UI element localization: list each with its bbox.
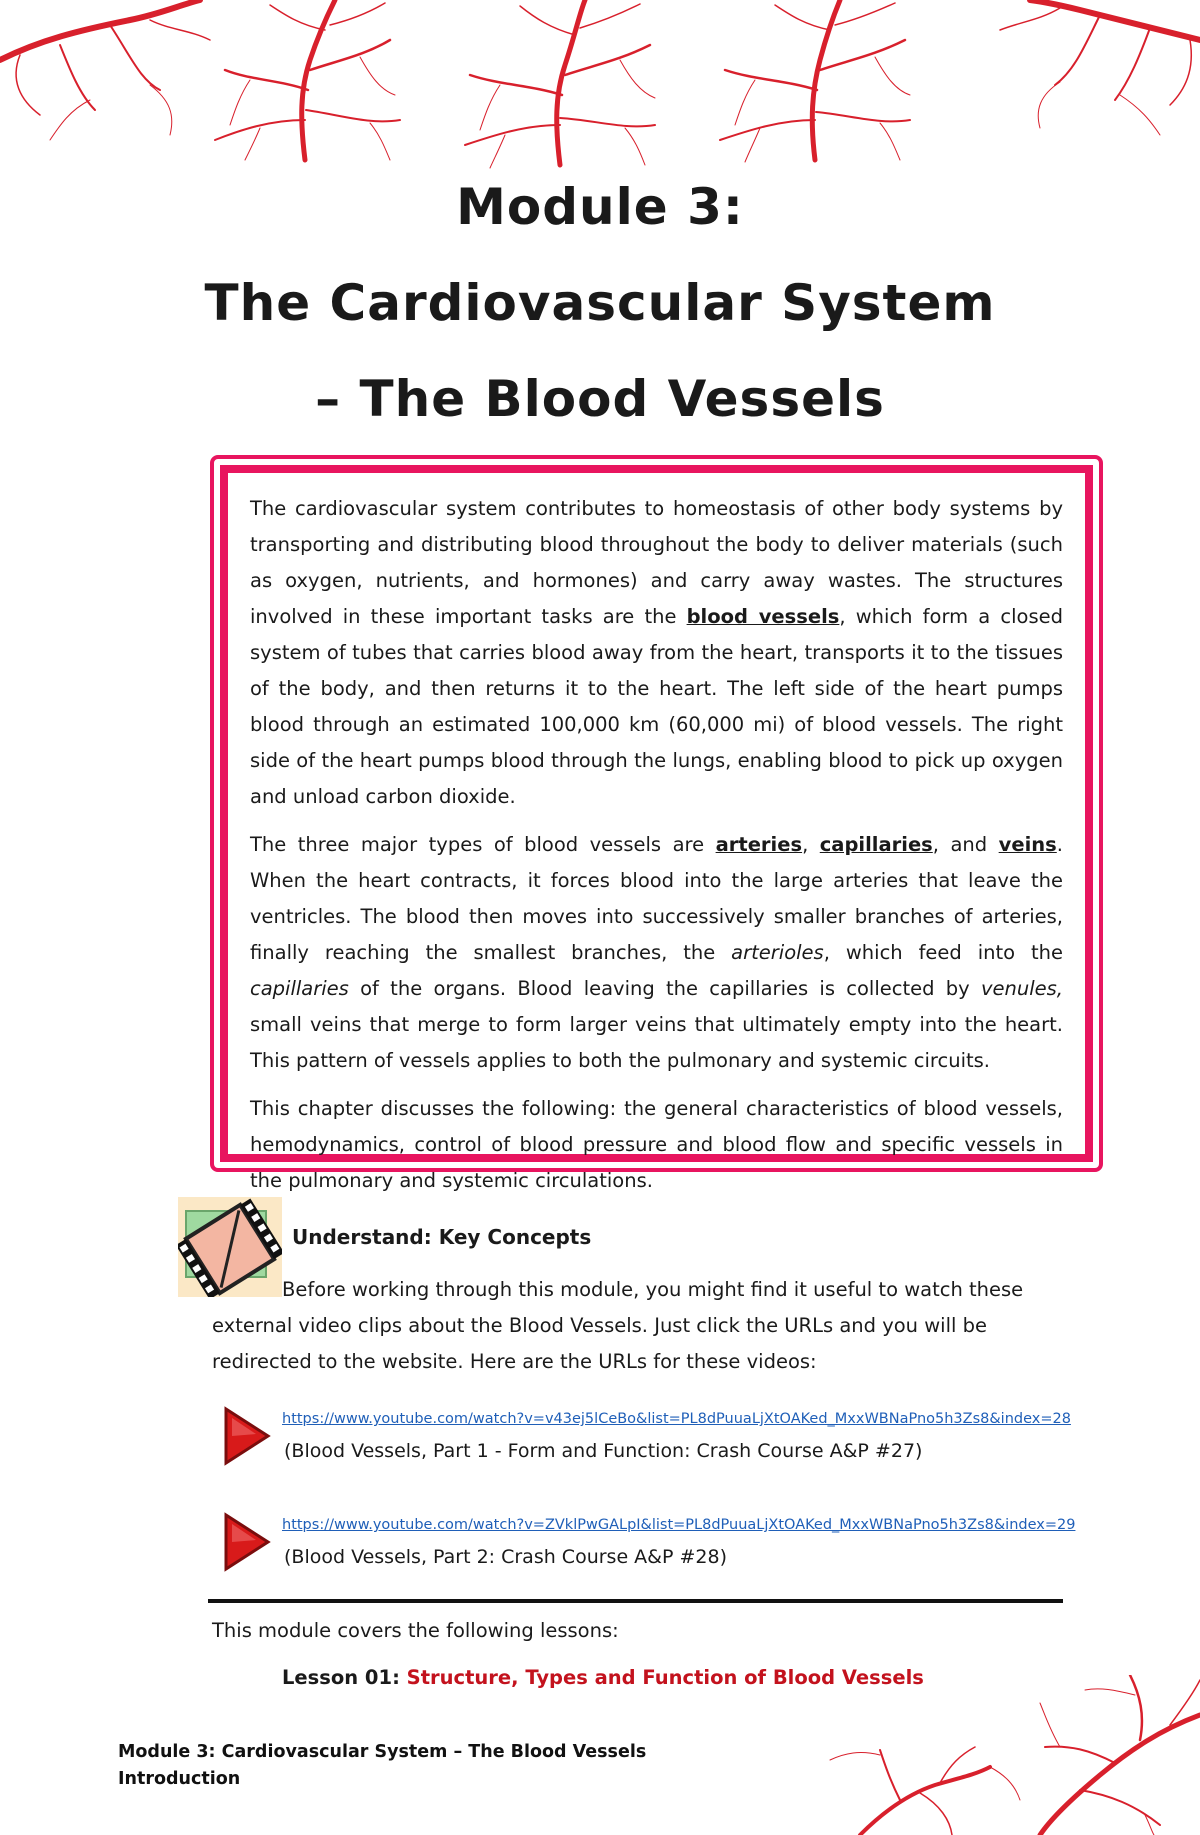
footer-module-line: Module 3: Cardiovascular System – The Blood Vessels — [118, 1742, 647, 1762]
lesson-title[interactable]: Structure, Types and Function of Blood Vessels — [406, 1666, 924, 1689]
keyword-blood-vessels: blood vessels — [686, 605, 840, 628]
lesson-label: Lesson 01: — [282, 1666, 400, 1689]
intro-text: , which feed into the — [823, 941, 1064, 964]
intro-text: . When the heart contracts, it forces blood into the large arteries that leave the ventricles. The blood then moves into successively smaller branches of arteries, finally reaching the smallest branches, the — [250, 833, 1063, 964]
play-arrow-icon[interactable] — [222, 1512, 272, 1572]
term-venules: venules, — [980, 977, 1063, 1000]
lessons-intro: This module covers the following lessons: — [212, 1619, 619, 1642]
intro-paragraph-1 — [250, 491, 1063, 815]
intro-text: The three major types of blood vessels are — [250, 833, 716, 856]
term-arterioles: arterioles — [731, 941, 824, 964]
video-caption-1: (Blood Vessels, Part 1 - Form and Function: Crash Course A&P #27) — [284, 1440, 923, 1462]
intro-paragraph-2 — [250, 827, 1063, 1079]
intro-text: , — [802, 833, 820, 856]
module-title: Module 3: — [456, 178, 744, 236]
play-arrow-icon[interactable] — [222, 1406, 272, 1466]
page-footer — [118, 1739, 646, 1793]
footer-section-line: Introduction — [118, 1769, 241, 1789]
intro-text: , which form a closed system of tubes that carries blood away from the heart, transports it to the tissues of the body, and then returns it to the heart. The left side of the heart pumps blood through an estimated 100,000 km (60,000 mi) of blood vessels. The right side of the heart pumps blood through the lungs, enabling blood to pick up oxygen and unload carbon dioxide. — [250, 605, 1063, 808]
introduction-box — [210, 455, 1103, 1192]
intro-text: The cardiovascular system contributes to homeostasis of other body systems by transporting and distributing blood throughout the body to deliver materials (such as oxygen, nutrients, and hormones) and carry away wastes. The structures involved in these important tasks are the — [250, 497, 1063, 628]
keyword-arteries: arteries — [715, 833, 803, 856]
introduction-box-inner — [220, 465, 1093, 1192]
blood-vessel-decoration-top — [0, 0, 1200, 170]
intro-text: , and — [932, 833, 999, 856]
section-divider — [208, 1599, 1063, 1603]
key-concepts-heading: Understand: Key Concepts — [292, 1225, 592, 1249]
video-caption-2: (Blood Vessels, Part 2: Crash Course A&P #28) — [284, 1546, 728, 1568]
intro-text: of the organs. Blood leaving the capillaries is collected by — [348, 977, 981, 1000]
term-capillaries: capillaries — [250, 977, 349, 1000]
keyword-capillaries: capillaries — [819, 833, 933, 856]
key-concepts-body: Before working through this module, you might find it useful to watch these external video clips about the Blood Vessels. Just click the URLs and you will be redirected to the website. Here are the URLs for these videos: — [212, 1278, 1024, 1373]
video-link-1[interactable]: https://www.youtube.com/watch?v=v43ej5lCeBo&list=PL8dPuuaLjXtOAKed_MxxWBNaPno5h3Zs8&index=28 — [282, 1411, 1071, 1427]
keyword-veins: veins — [998, 833, 1057, 856]
video-link-2[interactable]: https://www.youtube.com/watch?v=ZVklPwGALpI&list=PL8dPuuaLjXtOAKed_MxxWBNaPno5h3Zs8&index=29 — [282, 1517, 1076, 1533]
intro-text: small veins that merge to form larger veins that ultimately empty into the heart. This pattern of vessels applies to both the pulmonary and systemic circuits. — [250, 1013, 1063, 1072]
module-subtitle: The Cardiovascular System — [204, 274, 996, 332]
key-concepts-text — [212, 1272, 1060, 1380]
blood-vessel-decoration-bottom — [740, 1675, 1200, 1835]
module-topic: – The Blood Vessels — [315, 370, 885, 428]
intro-paragraph-3: This chapter discusses the following: the general characteristics of blood vessels, hemodynamics, control of blood pressure and blood flow and specific vessels in the pulmonary and systemic circulations. — [250, 1097, 1063, 1192]
